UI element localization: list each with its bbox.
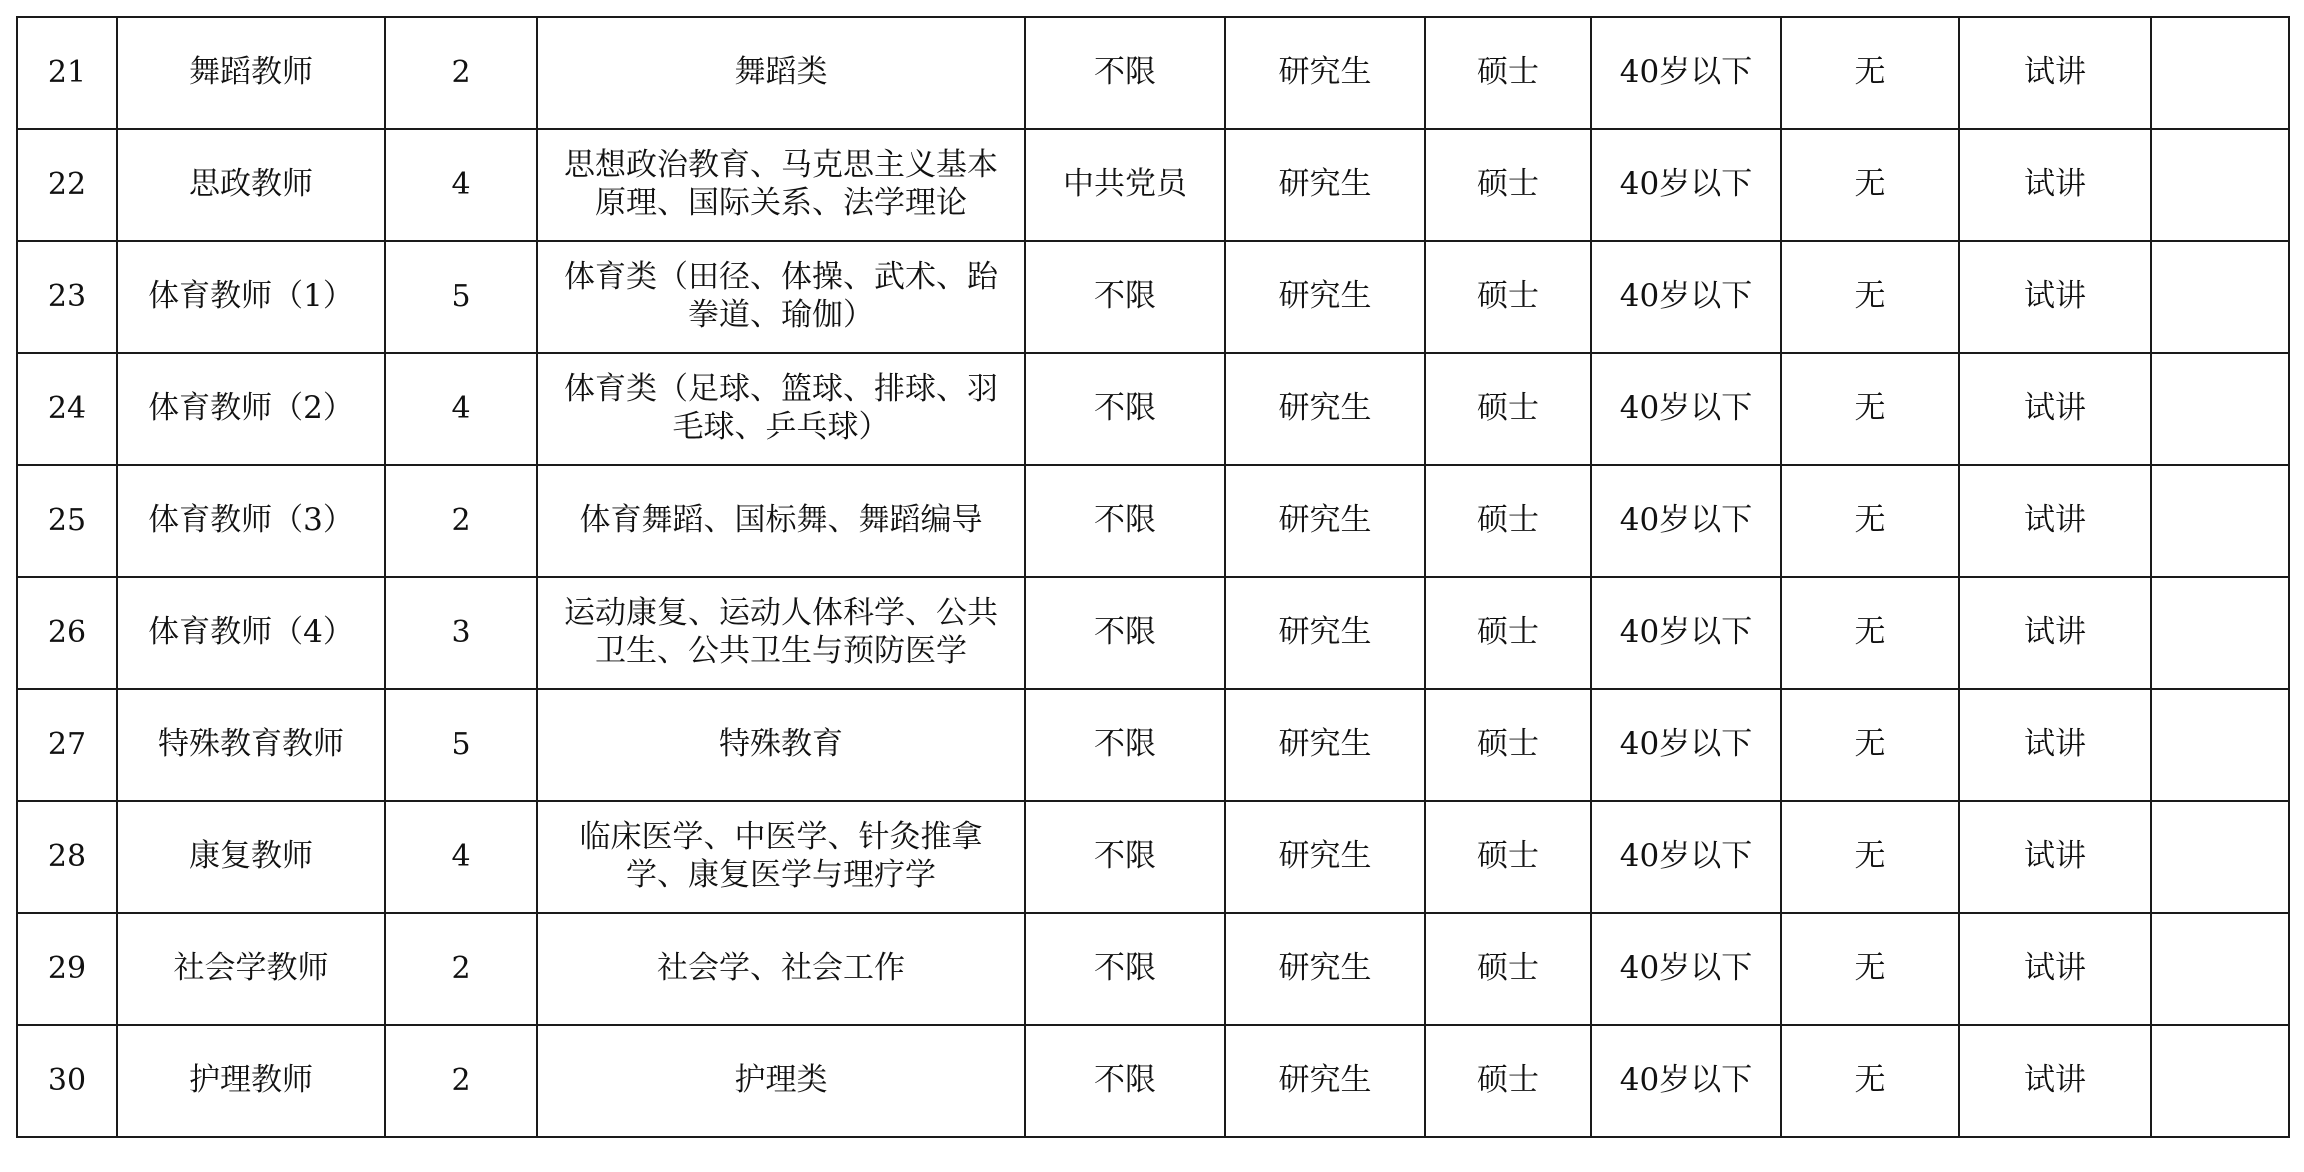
age-cell: 40岁以下: [1591, 689, 1781, 801]
degree-cell: 硕士: [1425, 17, 1591, 129]
degree-cell: 硕士: [1425, 241, 1591, 353]
political-status-cell: 不限: [1025, 241, 1225, 353]
remark-cell: [2151, 17, 2289, 129]
other-requirement-cell: 无: [1781, 241, 1959, 353]
headcount-cell: 4: [385, 353, 537, 465]
position-cell: 特殊教育教师: [117, 689, 385, 801]
remark-cell: [2151, 913, 2289, 1025]
other-requirement-cell: 无: [1781, 129, 1959, 241]
headcount-cell: 3: [385, 577, 537, 689]
degree-cell: 硕士: [1425, 353, 1591, 465]
exam-method-cell: 试讲: [1959, 465, 2151, 577]
exam-method-cell: 试讲: [1959, 241, 2151, 353]
age-cell: 40岁以下: [1591, 353, 1781, 465]
row-number-cell: 21: [17, 17, 117, 129]
row-number-cell: 29: [17, 913, 117, 1025]
row-number-cell: 27: [17, 689, 117, 801]
table-row: [17, 689, 2289, 801]
exam-method-cell: 试讲: [1959, 577, 2151, 689]
table-body: [17, 17, 2289, 1137]
education-cell: 研究生: [1225, 241, 1425, 353]
major-cell: 特殊教育: [537, 689, 1025, 801]
exam-method-cell: 试讲: [1959, 353, 2151, 465]
row-number-cell: 23: [17, 241, 117, 353]
headcount-cell: 4: [385, 129, 537, 241]
education-cell: 研究生: [1225, 801, 1425, 913]
degree-cell: 硕士: [1425, 801, 1591, 913]
major-cell: 体育舞蹈、国标舞、舞蹈编导: [537, 465, 1025, 577]
position-cell: 体育教师（4）: [117, 577, 385, 689]
headcount-cell: 5: [385, 689, 537, 801]
political-status-cell: 不限: [1025, 689, 1225, 801]
other-requirement-cell: 无: [1781, 913, 1959, 1025]
remark-cell: [2151, 465, 2289, 577]
exam-method-cell: 试讲: [1959, 801, 2151, 913]
political-status-cell: 不限: [1025, 17, 1225, 129]
education-cell: 研究生: [1225, 913, 1425, 1025]
age-cell: 40岁以下: [1591, 241, 1781, 353]
row-number-cell: 24: [17, 353, 117, 465]
political-status-cell: 不限: [1025, 577, 1225, 689]
education-cell: 研究生: [1225, 1025, 1425, 1137]
major-cell: 体育类（田径、体操、武术、跆拳道、瑜伽）: [537, 241, 1025, 353]
major-cell: 护理类: [537, 1025, 1025, 1137]
remark-cell: [2151, 801, 2289, 913]
position-cell: 舞蹈教师: [117, 17, 385, 129]
remark-cell: [2151, 689, 2289, 801]
headcount-cell: 5: [385, 241, 537, 353]
age-cell: 40岁以下: [1591, 913, 1781, 1025]
education-cell: 研究生: [1225, 689, 1425, 801]
other-requirement-cell: 无: [1781, 689, 1959, 801]
exam-method-cell: 试讲: [1959, 913, 2151, 1025]
headcount-cell: 2: [385, 465, 537, 577]
exam-method-cell: 试讲: [1959, 1025, 2151, 1137]
education-cell: 研究生: [1225, 353, 1425, 465]
major-cell: 舞蹈类: [537, 17, 1025, 129]
remark-cell: [2151, 241, 2289, 353]
political-status-cell: 不限: [1025, 1025, 1225, 1137]
row-number-cell: 28: [17, 801, 117, 913]
age-cell: 40岁以下: [1591, 577, 1781, 689]
degree-cell: 硕士: [1425, 689, 1591, 801]
table-row: [17, 1025, 2289, 1137]
age-cell: 40岁以下: [1591, 801, 1781, 913]
table-row: [17, 353, 2289, 465]
headcount-cell: 2: [385, 17, 537, 129]
age-cell: 40岁以下: [1591, 465, 1781, 577]
degree-cell: 硕士: [1425, 577, 1591, 689]
degree-cell: 硕士: [1425, 465, 1591, 577]
table-row: [17, 801, 2289, 913]
position-cell: 体育教师（1）: [117, 241, 385, 353]
position-cell: 思政教师: [117, 129, 385, 241]
position-cell: 体育教师（3）: [117, 465, 385, 577]
recruitment-table: [16, 16, 2290, 1138]
major-cell: 思想政治教育、马克思主义基本原理、国际关系、法学理论: [537, 129, 1025, 241]
headcount-cell: 2: [385, 1025, 537, 1137]
other-requirement-cell: 无: [1781, 353, 1959, 465]
position-cell: 护理教师: [117, 1025, 385, 1137]
exam-method-cell: 试讲: [1959, 129, 2151, 241]
exam-method-cell: 试讲: [1959, 17, 2151, 129]
table-row: [17, 577, 2289, 689]
education-cell: 研究生: [1225, 465, 1425, 577]
other-requirement-cell: 无: [1781, 1025, 1959, 1137]
other-requirement-cell: 无: [1781, 17, 1959, 129]
major-cell: 运动康复、运动人体科学、公共卫生、公共卫生与预防医学: [537, 577, 1025, 689]
remark-cell: [2151, 577, 2289, 689]
table-row: [17, 465, 2289, 577]
political-status-cell: 不限: [1025, 465, 1225, 577]
remark-cell: [2151, 1025, 2289, 1137]
degree-cell: 硕士: [1425, 913, 1591, 1025]
other-requirement-cell: 无: [1781, 465, 1959, 577]
education-cell: 研究生: [1225, 17, 1425, 129]
age-cell: 40岁以下: [1591, 129, 1781, 241]
row-number-cell: 22: [17, 129, 117, 241]
other-requirement-cell: 无: [1781, 801, 1959, 913]
political-status-cell: 中共党员: [1025, 129, 1225, 241]
table-row: [17, 17, 2289, 129]
headcount-cell: 4: [385, 801, 537, 913]
education-cell: 研究生: [1225, 577, 1425, 689]
row-number-cell: 25: [17, 465, 117, 577]
position-cell: 康复教师: [117, 801, 385, 913]
table-row: [17, 129, 2289, 241]
remark-cell: [2151, 353, 2289, 465]
education-cell: 研究生: [1225, 129, 1425, 241]
degree-cell: 硕士: [1425, 1025, 1591, 1137]
major-cell: 社会学、社会工作: [537, 913, 1025, 1025]
table-row: [17, 913, 2289, 1025]
major-cell: 体育类（足球、篮球、排球、羽毛球、乒乓球）: [537, 353, 1025, 465]
political-status-cell: 不限: [1025, 353, 1225, 465]
remark-cell: [2151, 129, 2289, 241]
degree-cell: 硕士: [1425, 129, 1591, 241]
row-number-cell: 30: [17, 1025, 117, 1137]
position-cell: 体育教师（2）: [117, 353, 385, 465]
row-number-cell: 26: [17, 577, 117, 689]
political-status-cell: 不限: [1025, 801, 1225, 913]
other-requirement-cell: 无: [1781, 577, 1959, 689]
table-row: [17, 241, 2289, 353]
position-cell: 社会学教师: [117, 913, 385, 1025]
major-cell: 临床医学、中医学、针灸推拿学、康复医学与理疗学: [537, 801, 1025, 913]
exam-method-cell: 试讲: [1959, 689, 2151, 801]
age-cell: 40岁以下: [1591, 17, 1781, 129]
political-status-cell: 不限: [1025, 913, 1225, 1025]
age-cell: 40岁以下: [1591, 1025, 1781, 1137]
headcount-cell: 2: [385, 913, 537, 1025]
